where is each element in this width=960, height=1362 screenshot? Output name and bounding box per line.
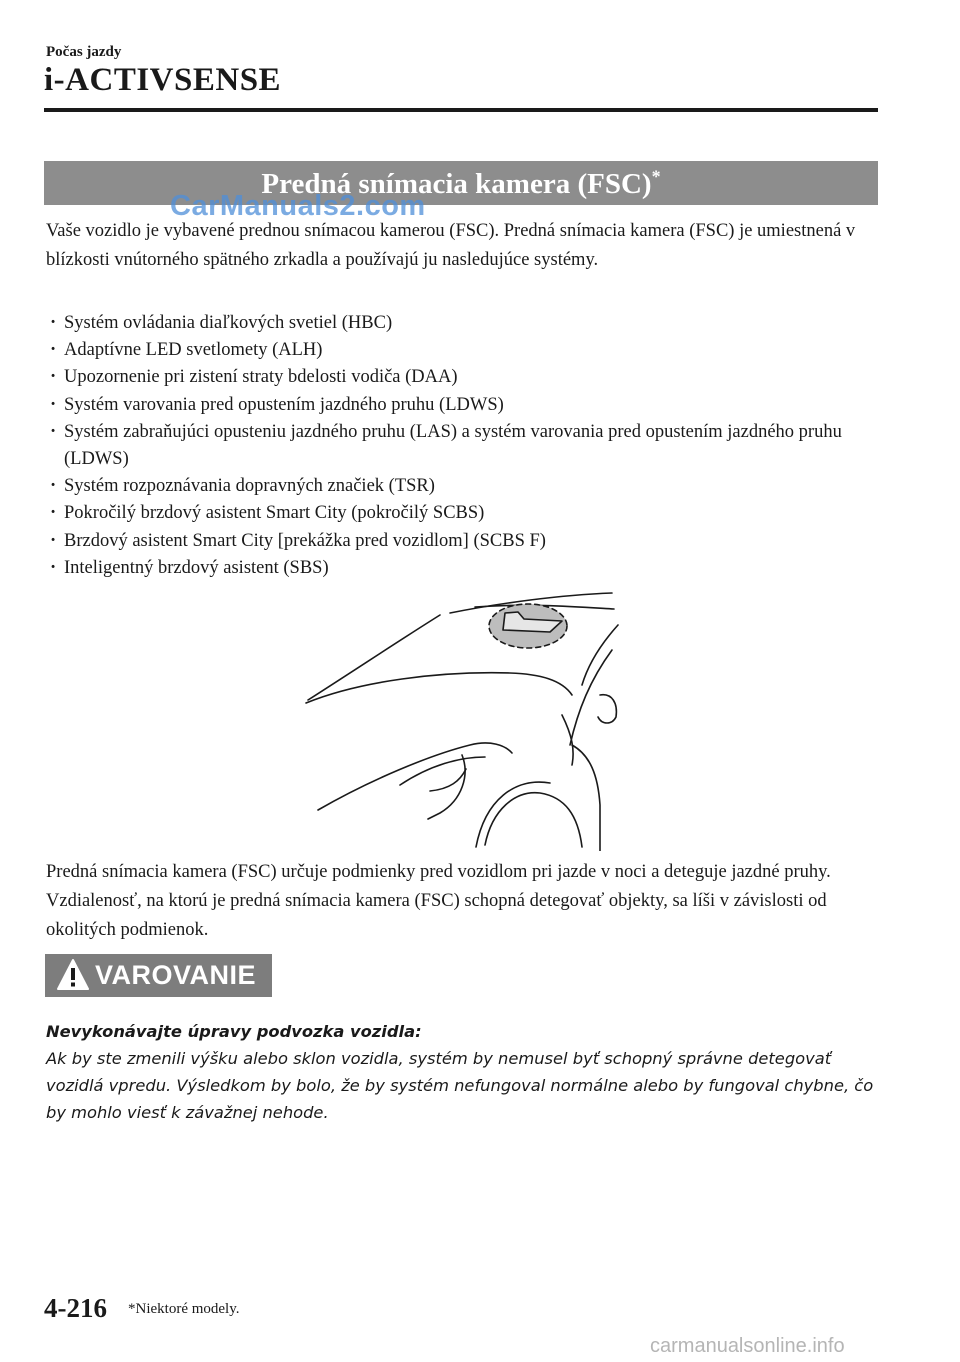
detail-paragraph: Predná snímacia kamera (FSC) určuje podmienky pred vozidlom pri jazde v noci a deteguje jazdné pruhy. Vzdialenosť, na ktorú je predná snímacia kamera (FSC) schopná detegovať objekty, sa líši v závislosti od okolitých podmienok. xyxy=(46,862,831,940)
warning-block xyxy=(46,1018,876,1126)
list-item: · Systém varovania pred opustením jazdného pruhu (LDWS) xyxy=(46,392,876,419)
watermark-bottom[interactable]: carmanualsonline.info xyxy=(650,1335,845,1357)
list-item: · Systém zabraňujúci opusteniu jazdného pruhu (LAS) a systém varovania pred opustením jazdného pruhu (LDWS) xyxy=(46,419,876,473)
warning-badge xyxy=(45,954,272,997)
list-item: · Inteligentný brzdový asistent (SBS) xyxy=(46,555,876,582)
header-divider xyxy=(44,108,878,112)
intro-paragraph: Vaše vozidlo je vybavené prednou snímacou kamerou (FSC). Predná snímacia kamera (FSC) je umiestnená v blízkosti vnútorného spätného zrkadla a používajú ju nasledujúce systémy. xyxy=(46,221,856,270)
section-label: Počas jazdy xyxy=(46,44,122,60)
windshield-camera-illustration xyxy=(300,585,620,851)
list-item: · Upozornenie pri zistení straty bdelosti vodiča (DAA) xyxy=(46,364,876,391)
banner-title: Predná snímacia kamera (FSC) xyxy=(261,168,652,200)
list-item: · Systém rozpoznávania dopravných značiek (TSR) xyxy=(46,473,876,500)
systems-list xyxy=(46,310,876,582)
list-item: · Brzdový asistent Smart City [prekážka pred vozidlom] (SCBS F) xyxy=(46,528,876,555)
list-item: · Systém ovládania diaľkových svetiel (HBC) xyxy=(46,310,876,337)
list-item: · Adaptívne LED svetlomety (ALH) xyxy=(46,337,876,364)
warning-triangle-icon xyxy=(57,958,89,992)
warning-label: VAROVANIE xyxy=(95,960,257,990)
chapter-title: i-ACTIVSENSE xyxy=(44,62,282,98)
list-item: · Pokročilý brzdový asistent Smart City (pokročilý SCBS) xyxy=(46,500,876,527)
warning-heading: Nevykonávajte úpravy podvozka vozidla: xyxy=(46,1022,422,1041)
warning-text: Ak by ste zmenili výšku alebo sklon vozidla, systém by nemusel byť schopný správne detegovať vozidlá vpredu. Výsledkom by bolo, že by systém nefungoval normálne alebo by fungoval chybne, čo by mohlo viesť k závažnej nehode. xyxy=(46,1049,874,1122)
watermark-top[interactable]: CarManuals2.com xyxy=(170,190,426,222)
banner-asterisk: * xyxy=(651,166,661,187)
page-number: 4-216 xyxy=(44,1293,107,1323)
footnote: *Niektoré modely. xyxy=(128,1301,240,1317)
